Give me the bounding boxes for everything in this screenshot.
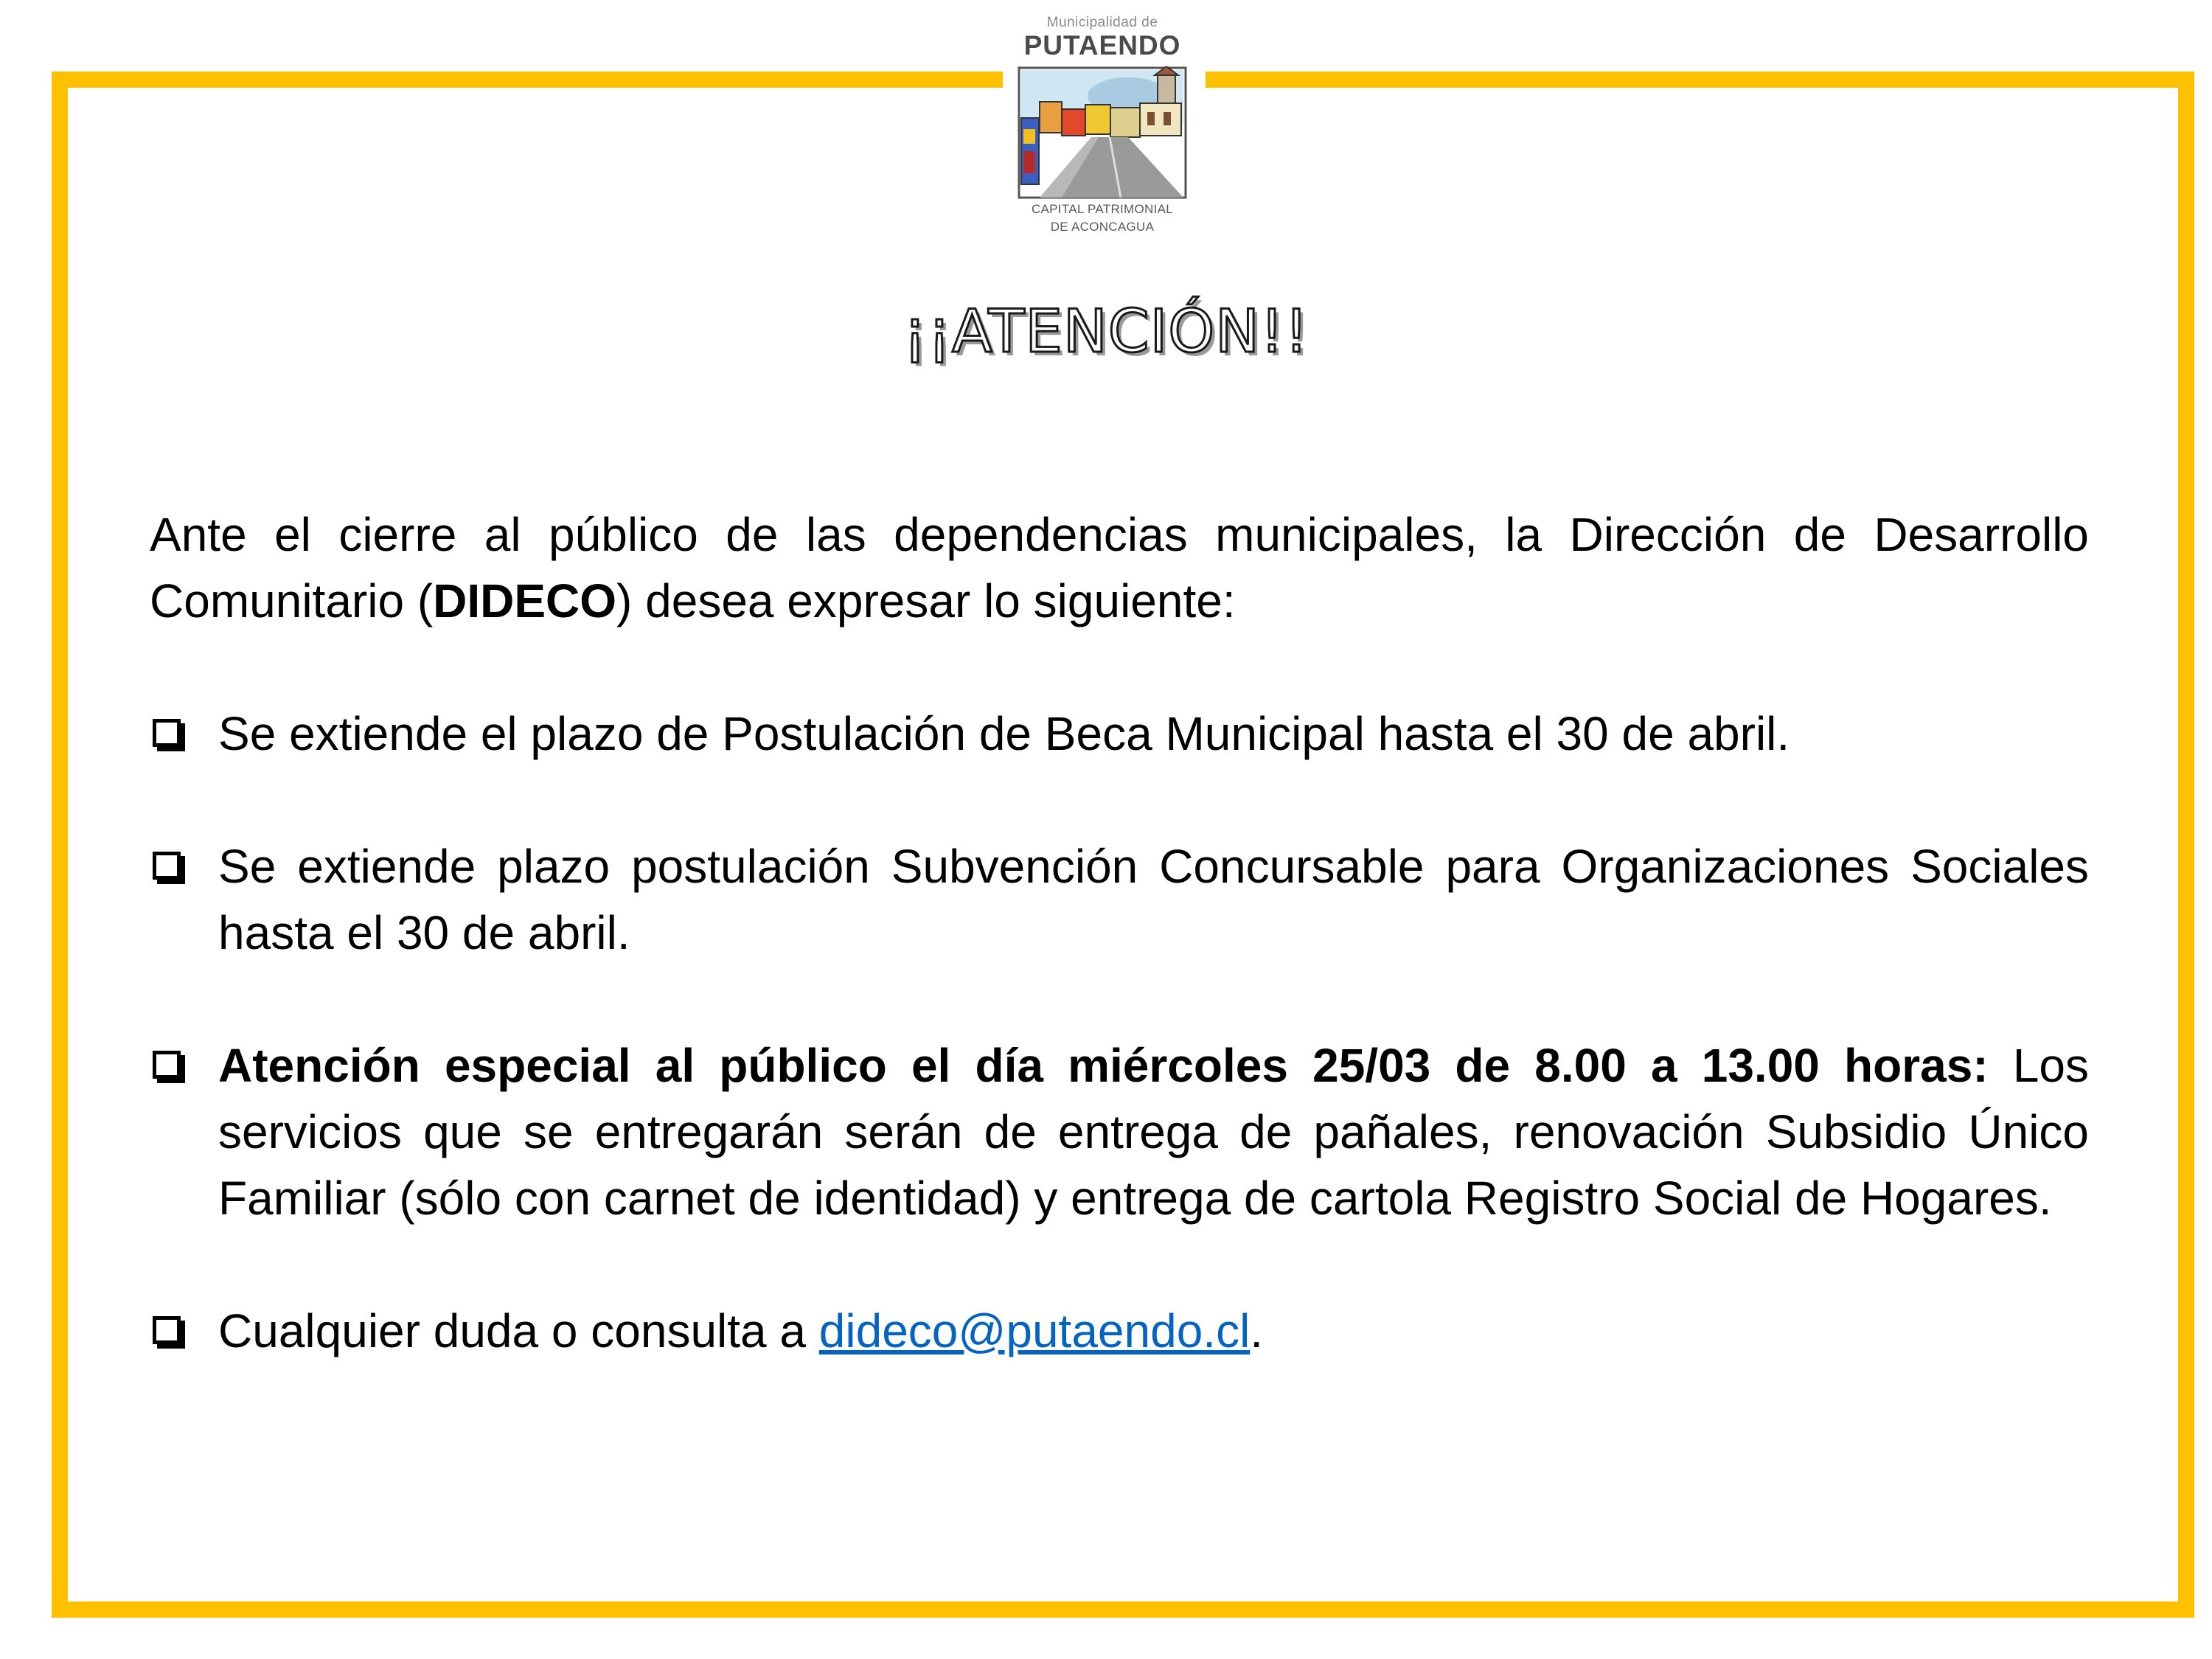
page-title: ¡¡ATENCIÓN!! <box>902 297 1310 366</box>
email-link[interactable]: dideco@putaendo.cl <box>818 1304 1251 1357</box>
checkbox-bullet-icon <box>153 852 181 880</box>
bullet-text: Se extiende el plazo de Postulación de Beca Municipal hasta el 30 de abril. <box>218 707 1790 760</box>
intro-text-before: Ante el cierre al público de las dependencias municipales, la Dirección de Desarrollo Comunitario ( <box>150 508 2089 627</box>
town-street-icon <box>1018 66 1187 199</box>
logo-line-1: Municipalidad de <box>1046 15 1158 30</box>
checkbox-bullet-icon <box>153 1316 181 1344</box>
bullet-bold-text: Atención especial al público el día miércoles 25/03 de 8.00 a 13.00 horas: <box>218 1039 1989 1092</box>
bullet-text: Se extiende plazo postulación Subvención Concursable para Organizaciones Sociales hasta el 30 de abril. <box>218 840 2089 959</box>
intro-paragraph <box>150 501 2089 634</box>
list-item-consulta <box>150 1298 2089 1364</box>
list-item-subvencion <box>150 833 2089 966</box>
notice-body <box>150 501 2089 1364</box>
list-item-atencion-especial <box>150 1032 2089 1231</box>
intro-text-after: ) desea expresar lo siguiente: <box>616 574 1236 627</box>
bullet-text-after: . <box>1250 1304 1264 1357</box>
bullet-text: Los servicios que se entregarán serán de entrega de pañales, renovación Subsidio Único Familiar (sólo con carnet de identidad) y entrega de cartola Registro Social de Hogares. <box>218 1039 2090 1225</box>
checkbox-bullet-icon <box>153 719 181 747</box>
municipality-logo <box>1010 15 1194 254</box>
logo-subtitle-1: CAPITAL PATRIMONIAL <box>1031 202 1174 216</box>
intro-bold-dideco: DIDECO <box>433 574 617 627</box>
checkbox-bullet-icon <box>153 1051 181 1079</box>
bullet-text-before: Cualquier duda o consulta a <box>218 1304 819 1357</box>
logo-line-2: PUTAENDO <box>1023 30 1181 60</box>
list-item-beca <box>150 700 2089 767</box>
logo-subtitle-2: DE ACONCAGUA <box>1050 220 1155 234</box>
